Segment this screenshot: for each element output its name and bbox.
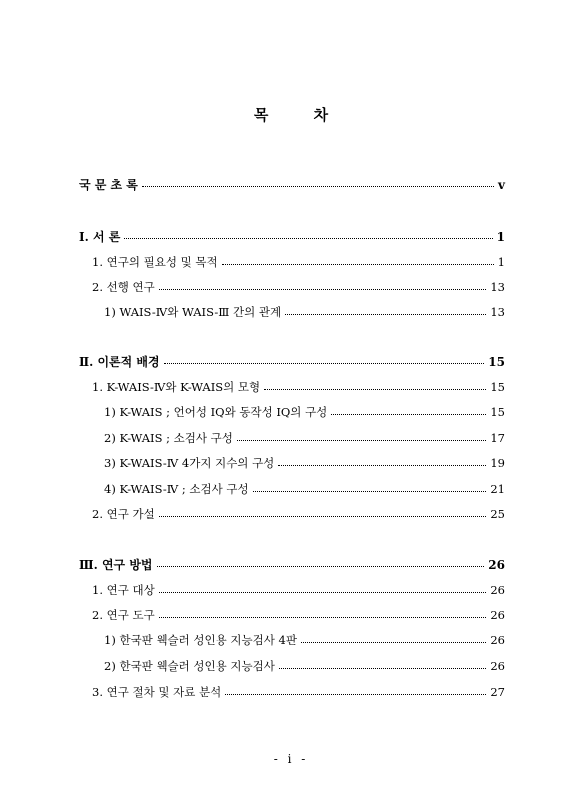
leader-dots xyxy=(253,491,487,492)
toc-entry-page: 26 xyxy=(490,633,505,647)
toc-entry-label: Ⅱ. 이론적 배경 xyxy=(79,355,160,369)
toc-entry-label: 1. 연구 대상 xyxy=(92,583,155,597)
toc-entry-page: 15 xyxy=(490,380,505,394)
toc-entry-label: 국 문 초 록 xyxy=(79,178,138,192)
toc-entry-abstract[interactable] xyxy=(79,176,505,193)
toc-entry-label: 1. K-WAIS-Ⅳ와 K-WAIS의 모형 xyxy=(92,380,261,394)
toc-entry-label: 2. 선행 연구 xyxy=(92,280,155,294)
toc-entry-page: 27 xyxy=(490,685,505,699)
leader-dots xyxy=(279,668,487,669)
toc-entry[interactable] xyxy=(92,379,505,395)
toc-entry-chapter-2[interactable] xyxy=(79,353,505,370)
leader-dots xyxy=(159,592,487,593)
leader-dots xyxy=(278,465,486,466)
leader-dots xyxy=(164,363,485,364)
toc-entry-page: 17 xyxy=(490,431,505,445)
toc-entry[interactable] xyxy=(104,304,505,320)
toc-entry-page: 1 xyxy=(496,230,505,244)
leader-dots xyxy=(159,617,487,618)
leader-dots xyxy=(157,566,485,567)
toc-entry-page: 26 xyxy=(490,659,505,673)
toc-entry-label: 1. 연구의 필요성 및 목적 xyxy=(92,255,218,269)
leader-dots xyxy=(159,289,487,290)
toc-entry-label: Ⅲ. 연구 방법 xyxy=(79,558,153,572)
toc-entry-page: 26 xyxy=(488,558,505,572)
toc-entry-label: 2. 연구 도구 xyxy=(92,608,155,622)
toc-entry-page: 26 xyxy=(490,583,505,597)
leader-dots xyxy=(301,642,486,643)
leader-dots xyxy=(331,414,486,415)
toc-entry-page: 26 xyxy=(490,608,505,622)
toc-entry-label: 3) K-WAIS-Ⅳ 4가지 지수의 구성 xyxy=(104,456,275,470)
leader-dots xyxy=(222,264,494,265)
toc-entry[interactable] xyxy=(92,279,505,295)
page-number-footer: - i - xyxy=(273,752,309,766)
toc-entry-label: 2) K-WAIS ; 소검사 구성 xyxy=(104,431,233,445)
toc-entry[interactable] xyxy=(92,254,505,270)
toc-entry-page: v xyxy=(498,178,505,192)
toc-entry-chapter-1[interactable] xyxy=(79,228,505,245)
toc-entry[interactable] xyxy=(104,632,505,648)
toc-entry-label: 3. 연구 절차 및 자료 분석 xyxy=(92,685,222,699)
toc-entry-label: 2. 연구 가설 xyxy=(92,507,155,521)
toc-entry-page: 13 xyxy=(490,280,505,294)
toc-entry-page: 21 xyxy=(490,482,505,496)
page-title: 목 차 xyxy=(253,106,349,124)
toc-entry-label: Ⅰ. 서 론 xyxy=(79,230,121,244)
leader-dots xyxy=(124,238,492,239)
toc-entry[interactable] xyxy=(92,506,505,522)
toc-entry-label: 4) K-WAIS-Ⅳ ; 소검사 구성 xyxy=(104,482,249,496)
leader-dots xyxy=(237,440,487,441)
leader-dots xyxy=(159,516,487,517)
toc-entry-label: 2) 한국판 웩슬러 성인용 지능검사 xyxy=(104,659,275,673)
toc-entry[interactable] xyxy=(104,455,505,471)
toc-entry-page: 15 xyxy=(490,405,505,419)
toc-entry-page: 1 xyxy=(497,255,505,269)
leader-dots xyxy=(264,389,486,390)
toc-entry-page: 13 xyxy=(490,305,505,319)
toc-entry[interactable] xyxy=(92,582,505,598)
leader-dots xyxy=(225,694,486,695)
toc-entry-label: 1) 한국판 웩슬러 성인용 지능검사 4판 xyxy=(104,633,297,647)
toc-entry-page: 15 xyxy=(488,355,505,369)
toc-entry-page: 25 xyxy=(490,507,505,521)
toc-entry[interactable] xyxy=(104,658,505,674)
toc-entry-page: 19 xyxy=(490,456,505,470)
leader-dots xyxy=(142,186,494,187)
toc-entry[interactable] xyxy=(92,684,505,700)
toc-entry[interactable] xyxy=(104,404,505,420)
toc-entry[interactable] xyxy=(104,481,505,497)
toc-entry[interactable] xyxy=(92,607,505,623)
toc-entry-chapter-3[interactable] xyxy=(79,556,505,573)
toc-entry[interactable] xyxy=(104,430,505,446)
toc-entry-label: 1) K-WAIS ; 언어성 IQ와 동작성 IQ의 구성 xyxy=(104,405,328,419)
leader-dots xyxy=(285,314,486,315)
toc-entry-label: 1) WAIS-Ⅳ와 WAIS-Ⅲ 간의 관계 xyxy=(104,305,282,319)
